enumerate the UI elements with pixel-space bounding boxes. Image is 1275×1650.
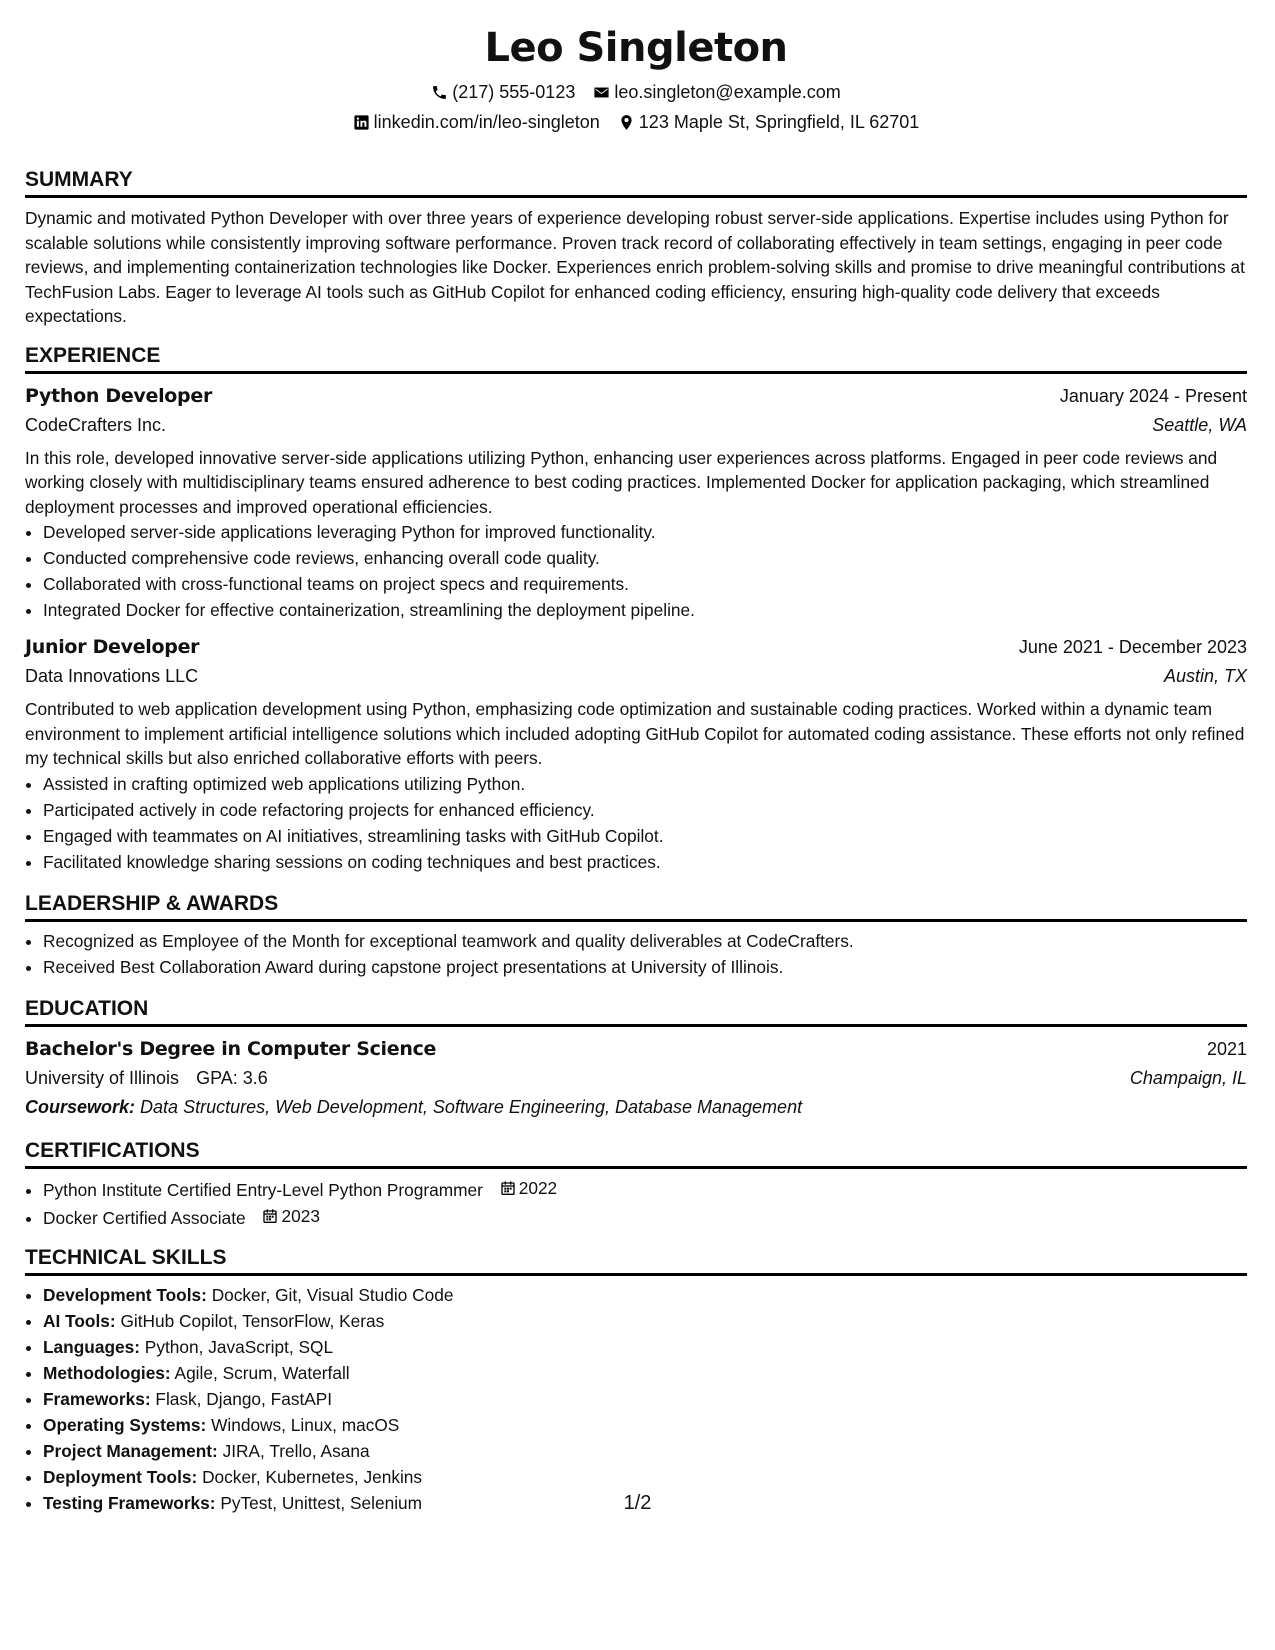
coursework-label: Coursework: <box>25 1096 136 1117</box>
leadership-list <box>25 928 1247 980</box>
skill-value: Agile, Scrum, Waterfall <box>174 1362 350 1383</box>
skill-value: PyTest, Unittest, Selenium <box>220 1492 423 1513</box>
section-title-skills: TECHNICAL SKILLS <box>25 1245 1247 1276</box>
skills-section <box>25 1245 1247 1516</box>
skills-list <box>25 1282 1247 1516</box>
certifications-list <box>25 1175 1247 1231</box>
list-item <box>43 1412 1247 1438</box>
section-title-experience: EXPERIENCE <box>25 343 1247 374</box>
cert-name: Docker Certified Associate <box>43 1207 246 1228</box>
list-item <box>43 1386 1247 1412</box>
map-pin-icon <box>618 114 635 131</box>
list-item: • Integrated Docker for effective containerization, streamlining the deployment pipeline. <box>43 597 1247 623</box>
job-location: Austin, TX <box>1163 666 1247 686</box>
job-dates: January 2024 - Present <box>1059 385 1247 406</box>
list-item: • Recognized as Employee of the Month for exceptional teamwork and quality deliverables at CodeCrafters. <box>43 928 1247 954</box>
coursework-list: Data Structures, Web Development, Software Engineering, Database Management <box>140 1096 803 1117</box>
job-company: CodeCrafters Inc. <box>25 414 167 435</box>
gpa: GPA: 3.6 <box>196 1067 268 1088</box>
education-section <box>25 996 1247 1122</box>
job-company: Data Innovations LLC <box>25 666 199 686</box>
job-bullets <box>25 519 1247 623</box>
phone-text: (217) 555-0123 <box>452 82 576 102</box>
list-item: • Participated actively in code refactoring projects for enhanced efficiency. <box>43 797 1247 823</box>
skill-value: GitHub Copilot, TensorFlow, Keras <box>120 1310 385 1331</box>
skill-label: Frameworks: <box>43 1388 151 1409</box>
list-item: • Assisted in crafting optimized web applications utilizing Python. <box>43 771 1247 797</box>
cert-year: 2023 <box>281 1205 320 1226</box>
job-entry <box>25 633 1247 875</box>
address-text: 123 Maple St, Springfield, IL 62701 <box>638 112 920 132</box>
skill-label: AI Tools: <box>43 1310 116 1331</box>
skill-label: Project Management: <box>43 1440 218 1461</box>
education-entry <box>25 1035 1247 1122</box>
contact-row-2 <box>25 110 1247 134</box>
list-item: • Received Best Collaboration Award during capstone project presentations at University of Illinois. <box>43 954 1247 980</box>
school-location: Champaign, IL <box>1129 1067 1247 1088</box>
list-item: • Developed server-side applications leveraging Python for improved functionality. <box>43 519 1247 545</box>
contact-row-1 <box>25 80 1247 104</box>
job-bullets <box>25 771 1247 875</box>
resume-page <box>25 0 1247 1516</box>
list-item: • Conducted comprehensive code reviews, enhancing overall code quality. <box>43 545 1247 571</box>
list-item: • Facilitated knowledge sharing sessions on coding techniques and best practices. <box>43 849 1247 875</box>
list-item <box>43 1360 1247 1386</box>
section-title-leadership: LEADERSHIP & AWARDS <box>25 891 1247 922</box>
job-dates: June 2021 - December 2023 <box>1018 637 1247 657</box>
list-item <box>43 1464 1247 1490</box>
section-title-certifications: CERTIFICATIONS <box>25 1138 1247 1169</box>
phone-icon <box>431 84 448 101</box>
page-number: 1/2 <box>623 1492 652 1514</box>
linkedin-text[interactable]: linkedin.com/in/leo-singleton <box>373 112 600 132</box>
certifications-section <box>25 1138 1247 1231</box>
job-description: Contributed to web application development using Python, emphasizing code optimization and sustainable coding practices. Worked within a dynamic team environment to implement artificial intelligence solutions which included adopting GitHub Copilot for automated coding assistance. These efforts not only refined my technical skills but also enriched collaborative efforts with peers. <box>25 699 1245 768</box>
list-item: • Engaged with teammates on AI initiatives, streamlining tasks with GitHub Copilot. <box>43 823 1247 849</box>
contact-address <box>618 110 920 134</box>
list-item <box>43 1175 1247 1203</box>
list-item <box>43 1438 1247 1464</box>
skill-label: Development Tools: <box>43 1284 207 1305</box>
envelope-icon <box>593 84 610 101</box>
resume-header <box>25 0 1247 134</box>
calendar-icon <box>262 1208 278 1224</box>
cert-year: 2022 <box>518 1177 558 1198</box>
skill-value: JIRA, Trello, Asana <box>222 1440 370 1461</box>
skill-label: Testing Frameworks: <box>43 1492 216 1513</box>
job-entry <box>25 382 1247 624</box>
skill-value: Python, JavaScript, SQL <box>144 1336 334 1357</box>
skill-value: Docker, Kubernetes, Jenkins <box>202 1466 423 1487</box>
list-item <box>43 1308 1247 1334</box>
list-item <box>43 1203 1247 1231</box>
job-title: Python Developer <box>25 384 213 407</box>
summary-section <box>25 167 1247 329</box>
job-title: Junior Developer <box>25 636 200 658</box>
skill-label: Languages: <box>43 1336 140 1357</box>
experience-section <box>25 343 1247 875</box>
school-name: University of Illinois <box>25 1067 180 1088</box>
email-text[interactable]: leo.singleton@example.com <box>614 82 841 102</box>
contact-phone <box>431 80 575 104</box>
summary-text: Dynamic and motivated Python Developer with over three years of experience developing robust server-side applications. Expertise includes using Python for scalable solutions while consistently improving software performance. Proven track record of collaborating effectively in team settings, engaging in peer code reviews, and implementing containerization technologies like Docker. Experiences enrich problem-solving skills and promise to drive meaningful contributions at TechFusion Labs. Eager to leverage AI tools such as GitHub Copilot for enhanced coding efficiency, ensuring high-quality code delivery that exceeds expectations. <box>25 208 1245 326</box>
job-location: Seattle, WA <box>1152 414 1247 435</box>
section-title-education: EDUCATION <box>25 996 1247 1027</box>
list-item <box>43 1334 1247 1360</box>
calendar-icon <box>500 1180 516 1196</box>
candidate-name: Leo Singleton <box>484 25 788 71</box>
skill-label: Operating Systems: <box>43 1414 207 1435</box>
contact-linkedin[interactable] <box>353 110 600 134</box>
graduation-year: 2021 <box>1206 1038 1247 1059</box>
list-item <box>43 1282 1247 1308</box>
cert-name: Python Institute Certified Entry-Level Python Programmer <box>43 1179 483 1200</box>
degree-title: Bachelor's Degree in Computer Science <box>25 1037 437 1060</box>
leadership-section <box>25 891 1247 980</box>
list-item: • Collaborated with cross-functional teams on project specs and requirements. <box>43 571 1247 597</box>
contact-email[interactable] <box>593 80 840 104</box>
coursework <box>25 1093 1247 1122</box>
skill-label: Deployment Tools: <box>43 1466 198 1487</box>
skill-value: Flask, Django, FastAPI <box>155 1388 333 1409</box>
job-description: In this role, developed innovative server-side applications utilizing Python, enhancing user experiences across platforms. Engaged in peer code reviews and working closely with multidisciplinary teams ensured adherence to best coding practices. Implemented Docker for application packaging, which streamlined deployment processes and improved operational efficiencies. <box>25 447 1218 517</box>
section-title-summary: SUMMARY <box>25 167 1247 198</box>
skill-label: Methodologies: <box>43 1362 171 1383</box>
skill-value: Windows, Linux, macOS <box>211 1414 400 1435</box>
linkedin-icon <box>353 114 370 131</box>
skill-value: Docker, Git, Visual Studio Code <box>211 1284 454 1305</box>
